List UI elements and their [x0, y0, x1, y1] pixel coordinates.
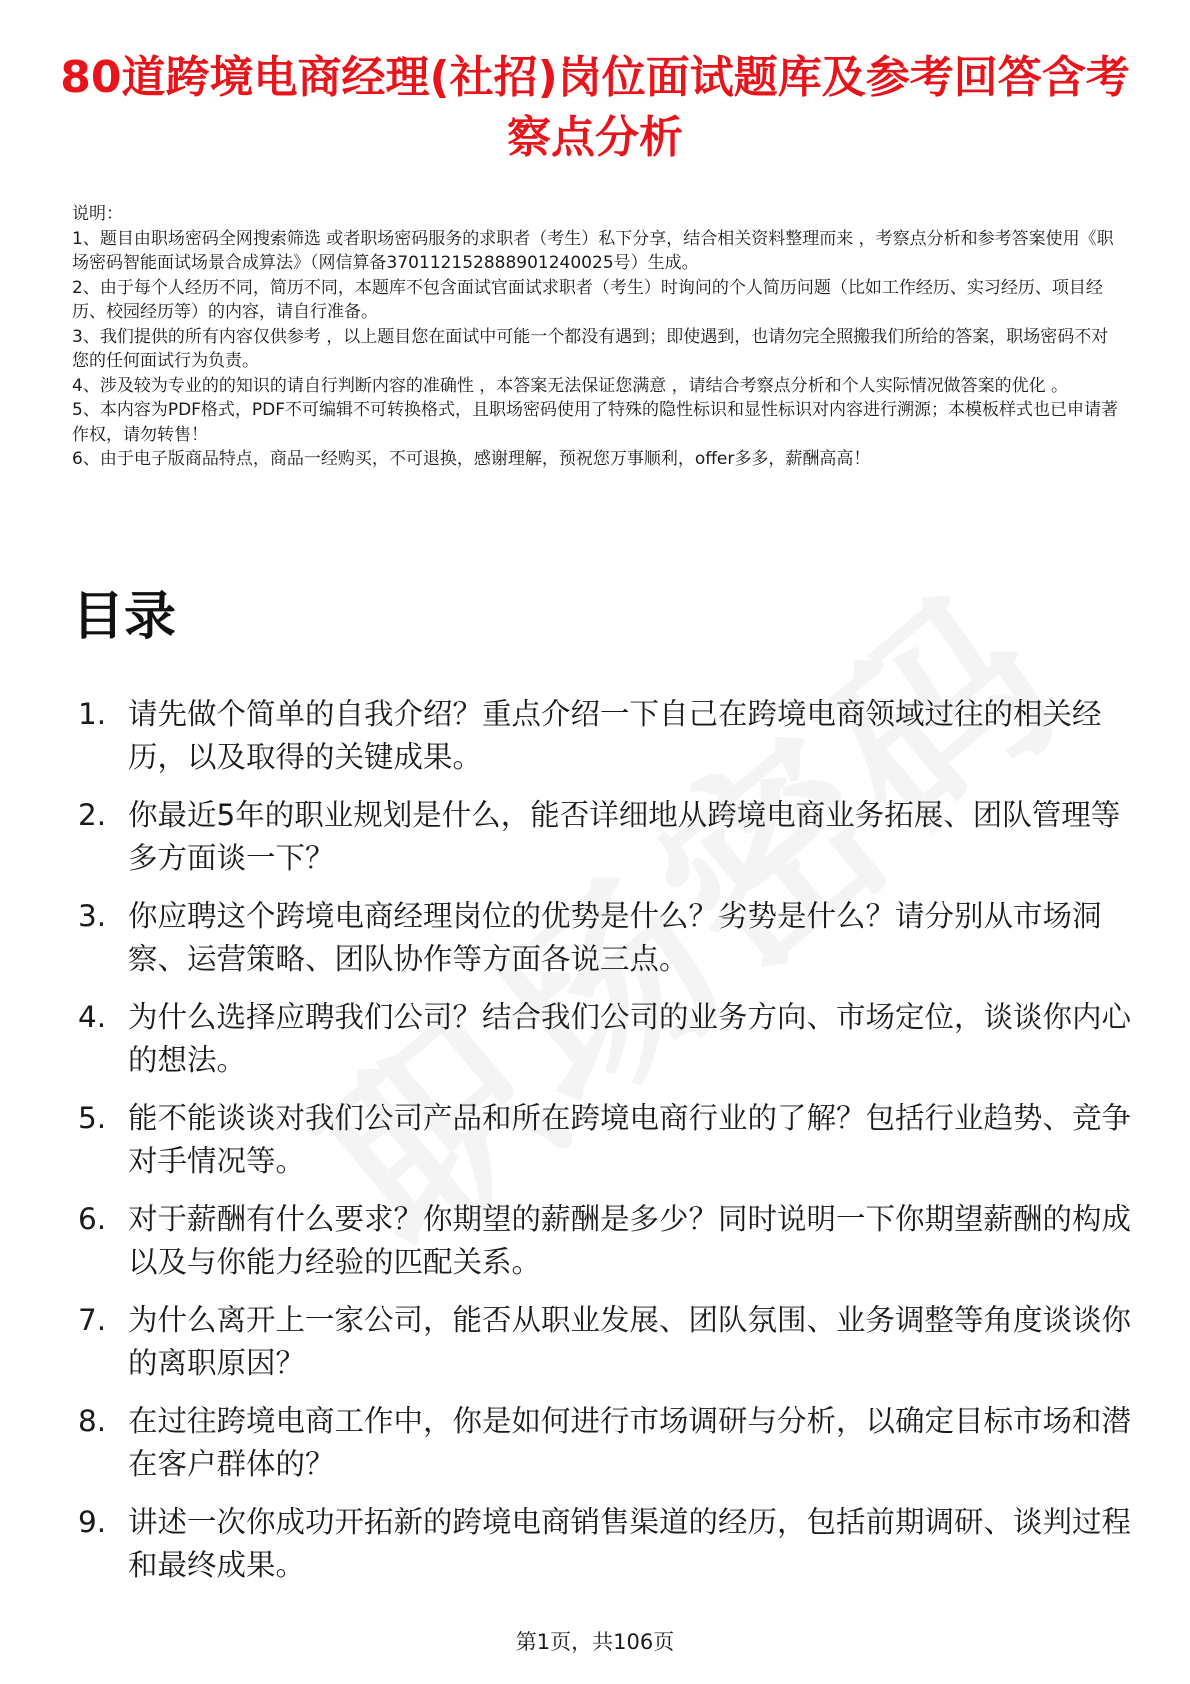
toc-item[interactable] [72, 693, 1132, 779]
note-item: 6、由于电子版商品特点，商品一经购买，不可退换，感谢理解，预祝您万事顺利，offer多多，薪酬高高！ [72, 449, 871, 469]
toc-item[interactable] [72, 1198, 1132, 1284]
toc-item-number: 3. [78, 899, 107, 933]
toc-item-number: 9. [78, 1505, 107, 1539]
toc-item[interactable] [72, 1299, 1132, 1385]
toc-item-text: 讲述一次你成功开拓新的跨境电商销售渠道的经历，包括前期调研、谈判过程和最终成果。 [128, 1505, 1132, 1582]
toc-heading: 目录 [72, 587, 177, 647]
notes-section [72, 202, 1124, 472]
notes-heading: 说明： [72, 204, 123, 224]
document-title: 80道跨境电商经理(社招)岗位面试题库及参考回答含考察点分析 [60, 52, 1130, 163]
note-item: 1、题目由职场密码全网搜索筛选 或者职场密码服务的求职者（考生）私下分享，结合相关资料整理而来 ，考察点分析和参考答案使用《职场密码智能面试场景合成算法》（网信算备370112152888901240025号）生成。 [72, 228, 1114, 273]
toc-item[interactable] [72, 1501, 1132, 1587]
note-item: 4、涉及较为专业的的知识的请自行判断内容的准确性 ，本答案无法保证您满意 ，请结合考察点分析和个人实际情况做答案的优化 。 [72, 375, 1069, 396]
note-item: 3、我们提供的所有内容仅供参考 ，以上题目您在面试中可能一个都没有遇到；即使遇到，也请勿完全照搬我们所给的答案，职场密码不对您的任何面试行为负责。 [72, 326, 1109, 371]
toc-item-number: 4. [78, 1000, 107, 1034]
toc-item[interactable] [72, 794, 1132, 880]
toc-item[interactable] [72, 1400, 1132, 1486]
toc-item-text: 在过往跨境电商工作中，你是如何进行市场调研与分析，以确定目标市场和潜在客户群体的？ [128, 1404, 1132, 1481]
toc-item-text: 为什么选择应聘我们公司？结合我们公司的业务方向、市场定位，谈谈你内心的想法。 [128, 1000, 1132, 1077]
toc-item-number: 2. [78, 798, 107, 832]
toc-item-text: 对于薪酬有什么要求？你期望的薪酬是多少？同时说明一下你期望薪酬的构成以及与你能力经验的匹配关系。 [128, 1202, 1132, 1279]
toc-item-text: 请先做个简单的自我介绍？重点介绍一下自己在跨境电商领域过往的相关经历，以及取得的关键成果。 [128, 697, 1102, 774]
note-item: 2、由于每个人经历不同，简历不同，本题库不包含面试官面试求职者（考生）时询问的个人简历问题（比如工作经历、实习经历、项目经历、校园经历等）的内容，请自行准备。 [72, 277, 1103, 322]
toc-item-number: 7. [78, 1303, 107, 1337]
toc-item[interactable] [72, 1097, 1132, 1183]
toc-item-text: 你应聘这个跨境电商经理岗位的优势是什么？劣势是什么？请分别从市场洞察、运营策略、团队协作等方面各说三点。 [128, 899, 1102, 976]
toc-list [72, 693, 1132, 1602]
toc-item[interactable] [72, 895, 1132, 981]
toc-item-number: 5. [78, 1101, 107, 1135]
toc-item-text: 为什么离开上一家公司，能否从职业发展、团队氛围、业务调整等角度谈谈你的离职原因？ [128, 1303, 1132, 1380]
toc-item-text: 能不能谈谈对我们公司产品和所在跨境电商行业的了解？包括行业趋势、竞争对手情况等。 [128, 1101, 1132, 1178]
toc-item-text: 你最近5年的职业规划是什么，能否详细地从跨境电商业务拓展、团队管理等多方面谈一下？ [128, 798, 1121, 875]
note-item: 5、本内容为PDF格式，PDF不可编辑不可转换格式，且职场密码使用了特殊的隐性标识和显性标识对内容进行溯源；本模板样式也已申请著作权，请勿转售！ [72, 400, 1119, 445]
toc-item-number: 6. [78, 1202, 107, 1236]
page-footer: 第1页，共106页 [515, 1630, 675, 1654]
toc-item[interactable] [72, 996, 1132, 1082]
toc-item-number: 8. [78, 1404, 107, 1438]
toc-item-number: 1. [78, 697, 107, 731]
